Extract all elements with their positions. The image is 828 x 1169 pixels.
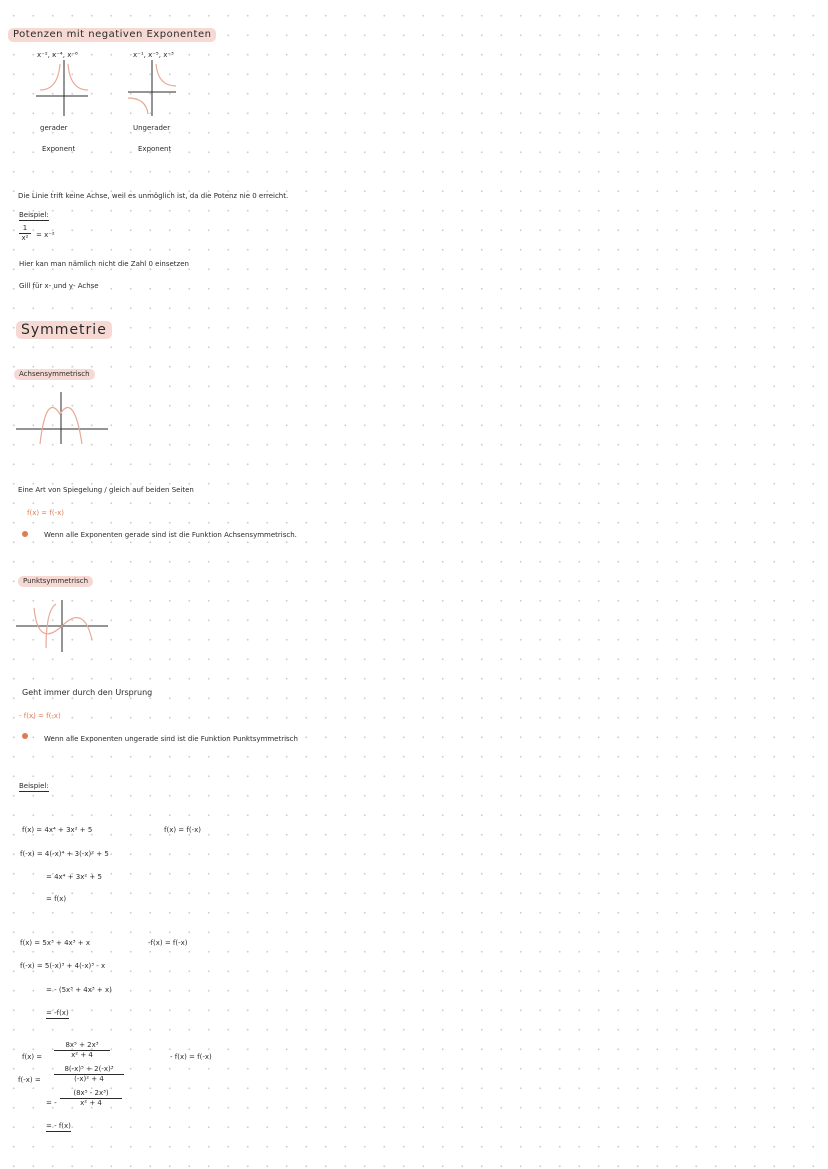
ex2-line4: = -f(x)	[46, 1009, 69, 1017]
example-fraction	[19, 225, 31, 242]
beispiel-label-2: Beispiel:	[19, 782, 49, 790]
point-symmetric-text: Geht immer durch den Ursprung	[22, 688, 153, 697]
label-gerader: gerader	[40, 124, 68, 132]
ex1-rule: f(x) = f(-x)	[164, 826, 201, 834]
section-title-symmetrie: Symmetrie	[16, 321, 112, 339]
ex1-line4: = f(x)	[46, 895, 67, 903]
section-title-negative-exponents: Potenzen mit negativen Exponenten	[8, 28, 216, 42]
ex1-line3: = 4x⁴ + 3x² + 5	[46, 873, 102, 881]
ex3-fneg-num: 8(-x)⁵ + 2(-x)³	[54, 1066, 124, 1075]
ex3-line4: = - f(x)	[46, 1122, 71, 1130]
even-exponent-graph	[36, 60, 96, 120]
ex3-line3-den: x² + 4	[80, 1099, 102, 1107]
ex3-f-den: x² + 4	[71, 1051, 93, 1059]
axis-symmetric-title: Achsensymmetrisch	[14, 369, 95, 380]
ex3-fneg-label: f(-x) =	[18, 1076, 41, 1084]
ex3-rule: - f(x) = f(-x)	[170, 1053, 212, 1061]
label-exponent-odd: Exponent	[138, 145, 172, 153]
ex3-fneg-fraction	[54, 1066, 124, 1083]
ex2-line2: f(-x) = 5(-x)³ + 4(-x)³ - x	[20, 962, 106, 970]
label-exponent-even: Exponent	[42, 145, 76, 153]
ex2-rule: -f(x) = f(-x)	[148, 939, 188, 947]
ex3-line3-fraction	[60, 1090, 122, 1107]
odd-exponent-graph	[128, 60, 188, 120]
axis-symmetric-graph	[16, 392, 116, 452]
ex2-line3: = - (5x³ + 4x³ + x)	[46, 986, 112, 994]
text-zero: Hier kan man nämlich nicht die Zahl 0 einsetzen	[19, 260, 189, 268]
bullet-dot	[22, 531, 28, 537]
axis-symmetric-formula: f(x) = f(-x)	[27, 509, 64, 517]
point-symmetric-title: Punktsymmetrisch	[18, 576, 93, 587]
ex1-line1: f(x) = 4x⁴ + 3x² + 5	[22, 826, 93, 834]
ex3-line3-num: (8x⁵ - 2x³)	[60, 1090, 122, 1099]
point-symmetric-formula: - f(x) = f(-x)	[19, 712, 61, 720]
text-no-axis: Die Linie trift keine Achse, weil es unmöglich ist, da die Potenz nie 0 erreicht.	[18, 192, 289, 200]
ex1-line2: f(-x) = 4(-x)⁴ + 3(-x)² + 5	[20, 850, 109, 858]
text-axes: Gill für x- und y- Achse	[19, 282, 99, 290]
point-symmetric-graph	[16, 600, 116, 660]
ex3-fneg-den: (-x)² + 4	[74, 1075, 104, 1083]
ex2-line1: f(x) = 5x³ + 4x³ + x	[20, 939, 90, 947]
ex3-f-num: 8x⁵ + 2x³	[54, 1042, 110, 1051]
ex3-f-fraction	[54, 1042, 110, 1059]
ex3-line3-eq: = -	[46, 1099, 57, 1107]
even-exponents-label: x⁻², x⁻⁴, x⁻⁶	[37, 51, 78, 59]
example-rhs: = x⁻²	[36, 231, 55, 239]
point-symmetric-bullet: Wenn alle Exponenten ungerade sind ist die Funktion Punktsymmetrisch	[44, 735, 298, 743]
beispiel-label-1: Beispiel:	[19, 211, 49, 219]
example-fraction-den: x²	[21, 234, 29, 242]
label-ungerader: Ungerader	[133, 124, 171, 132]
axis-symmetric-text: Eine Art von Spiegelung / gleich auf beiden Seiten	[18, 486, 194, 494]
axis-symmetric-bullet: Wenn alle Exponenten gerade sind ist die Funktion Achsensymmetrisch.	[44, 531, 297, 539]
bullet-dot	[22, 733, 28, 739]
ex3-f-label: f(x) =	[22, 1053, 43, 1061]
example-fraction-num: 1	[19, 225, 31, 234]
odd-exponents-label: x⁻¹, x⁻⁵, x⁻³	[133, 51, 174, 59]
